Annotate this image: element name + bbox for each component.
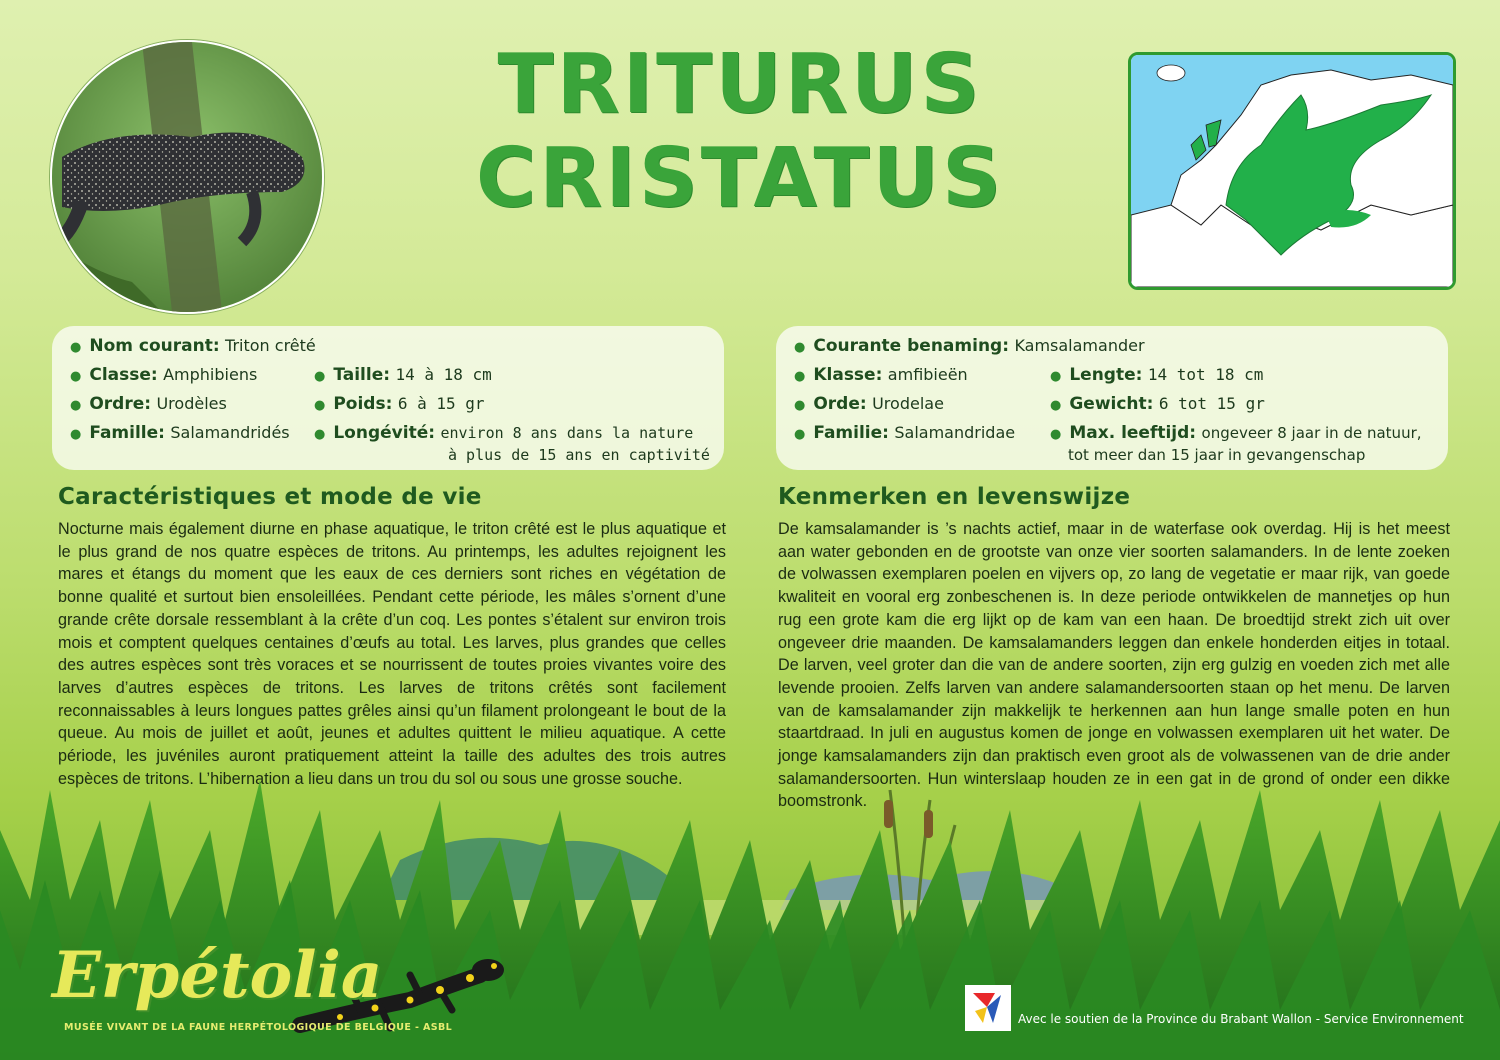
nl-section-heading: Kenmerken en levenswijze xyxy=(778,484,1131,510)
nl-nom-label: Courante benaming: xyxy=(813,336,1010,356)
erpetolia-logo: Erpétolia xyxy=(52,938,383,1013)
fr-longevite-value-1: environ 8 ans dans la nature xyxy=(440,424,694,442)
fr-taille-value: 14 à 18 cm xyxy=(395,365,492,384)
nl-orde-row: ● Orde: Urodelae xyxy=(794,394,944,414)
fr-taille-label: Taille: xyxy=(333,365,391,385)
nl-paragraph: De kamsalamander is ’s nachts actief, maar in de waterfase ook overdag. Hij is het meest aan water gebonden en de grootste van onze vier soorten salamanders. In de lente zoeken de volwassen exemplaren poelen en vijvers op, zo lang de vegetatie er maar rijk, van goede kwaliteit en vooral erg zonbeschenen is. In deze periode ontwikkelen de mannetjes op hun rug een grote kam die erg lijkt op de kam van een haan. De broedtijd strekt zich uit over ongeveer drie maanden. De kamsalamanders leggen dan enkele honderden eitjes in totaal. De larven, veel groter dan die van de andere soorten, zijn erg gulzig en voeden zich met alle levende prooien. Zelfs larven van andere salamandersoorten staan op het menu. De larven van de kamsalamander zijn makkelijk te herkennen aan hun lange smalle poten en hun staartdraad. In juli en augustus komen de jonge en volwassen exemplaren uit het water. De jonge kamsalamanders zijn dan praktisch even groot als de volwassenen van de drie ander salamandersoorten. Hun winterslaap houden ze in een gat in de grond of onder een dikke boomstronk. xyxy=(778,520,1450,811)
fr-paragraph: Nocturne mais également diurne en phase aquatique, le triton crêté est le plus aquatique et le plus grand de nos quatre espèces de tritons. Au printemps, les adultes rejoignent les mares et étangs du moment que les eaux de ces derniers sont riches en végétation de bonne qualité et surtout bien ensoleillées. Pendant cette période, les mâles s’ornent d’une grande crête dorsale ressemblant à la crête d’un coq. Les pontes s’étalent sur environ trois mois et comptent quelques centaines d’œufs au total. Les larves, plus grandes que celles des autres espèces sont très voraces et se nourrissent de toutes proies vivantes voire des larves d’autres espèces de tritons. Les larves de tritons crêtés sont facilement reconnaissables à leurs longues pattes grêles ainsi qu’un filament prolongeant le bout de la queue. Au mois de juillet et août, jeunes et adultes quittent le milieu aquatique. A cette période, les juvéniles auront pratiquement atteint la taille des adultes des trois autres espèces de tritons. L’hibernation a lieu dans un trou du sol ou sous une grosse souche. xyxy=(58,520,726,788)
fr-longevite-row-2 xyxy=(448,445,710,465)
fr-poids-value: 6 à 15 gr xyxy=(397,394,485,413)
nl-leeftijd-label: Max. leeftijd: xyxy=(1069,423,1197,443)
newt-photo xyxy=(50,40,324,314)
fr-nom-label: Nom courant: xyxy=(89,336,220,356)
fr-nom-row: ● Nom courant: Triton crêté xyxy=(70,336,316,356)
nl-familie-value: Salamandridae xyxy=(894,423,1016,442)
nl-lengte-row: ● Lengte: 14 tot 18 cm xyxy=(1050,365,1264,385)
nl-orde-value: Urodelae xyxy=(872,394,944,413)
nl-klasse-row: ● Klasse: amfibieën xyxy=(794,365,968,385)
fr-ordre-value: Urodèles xyxy=(156,394,227,413)
nl-lengte-label: Lengte: xyxy=(1069,365,1143,385)
info-box-fr xyxy=(52,326,724,470)
erpetolia-subtitle: MUSÉE VIVANT DE LA FAUNE HERPÉTOLOGIQUE DE BELGIQUE - ASBL xyxy=(64,1022,453,1033)
fr-ordre-row: ● Ordre: Urodèles xyxy=(70,394,227,414)
fr-longevite-value-2: à plus de 15 ans en captivité xyxy=(448,446,710,464)
nl-leeftijd-value-2: tot meer dan 15 jaar in gevangenschap xyxy=(1068,446,1366,464)
fr-longevite-label: Longévité: xyxy=(333,423,436,443)
fr-classe-label: Classe: xyxy=(89,365,158,385)
title-line-2: CRISTATUS xyxy=(475,131,1005,226)
fr-poids-label: Poids: xyxy=(333,394,393,414)
fr-ordre-label: Ordre: xyxy=(89,394,152,414)
nl-familie-label: Familie: xyxy=(813,423,889,443)
support-text: Avec le soutien de la Province du Brabant Wallon - Service Environnement xyxy=(1018,1012,1464,1026)
nl-gewicht-row: ● Gewicht: 6 tot 15 gr xyxy=(1050,394,1265,414)
fr-taille-row: ● Taille: 14 à 18 cm xyxy=(314,365,492,385)
nl-orde-label: Orde: xyxy=(813,394,867,414)
nl-leeftijd-value-1: ongeveer 8 jaar in de natuur, xyxy=(1201,424,1422,442)
nl-klasse-label: Klasse: xyxy=(813,365,883,385)
nl-leeftijd-row: ● Max. leeftijd: ongeveer 8 jaar in de natuur, xyxy=(1050,423,1422,443)
fr-longevite-row: ● Longévité: environ 8 ans dans la nature xyxy=(314,423,694,443)
nl-lengte-value: 14 tot 18 cm xyxy=(1147,365,1264,384)
fr-classe-value: Amphibiens xyxy=(163,365,258,384)
nl-familie-row: ● Familie: Salamandridae xyxy=(794,423,1016,443)
fr-section-heading: Caractéristiques et mode de vie xyxy=(58,484,482,510)
nl-leeftijd-row-2 xyxy=(1068,445,1365,465)
nl-klasse-value: amfibieën xyxy=(887,365,968,384)
fr-poids-row: ● Poids: 6 à 15 gr xyxy=(314,394,485,414)
nl-gewicht-value: 6 tot 15 gr xyxy=(1158,394,1265,413)
nl-nom-value: Kamsalamander xyxy=(1014,336,1145,355)
title-line-1: TRITURUS xyxy=(497,37,983,132)
fr-nom-value: Triton crêté xyxy=(225,336,316,355)
fr-famille-value: Salamandridés xyxy=(170,423,290,442)
distribution-map xyxy=(1128,52,1456,290)
province-logo xyxy=(965,985,1011,1031)
info-box-nl xyxy=(776,326,1448,470)
fr-classe-row: ● Classe: Amphibiens xyxy=(70,365,258,385)
fr-famille-row: ● Famille: Salamandridés xyxy=(70,423,290,443)
nl-nom-row: ● Courante benaming: Kamsalamander xyxy=(794,336,1145,356)
nl-gewicht-label: Gewicht: xyxy=(1069,394,1154,414)
fr-famille-label: Famille: xyxy=(89,423,165,443)
